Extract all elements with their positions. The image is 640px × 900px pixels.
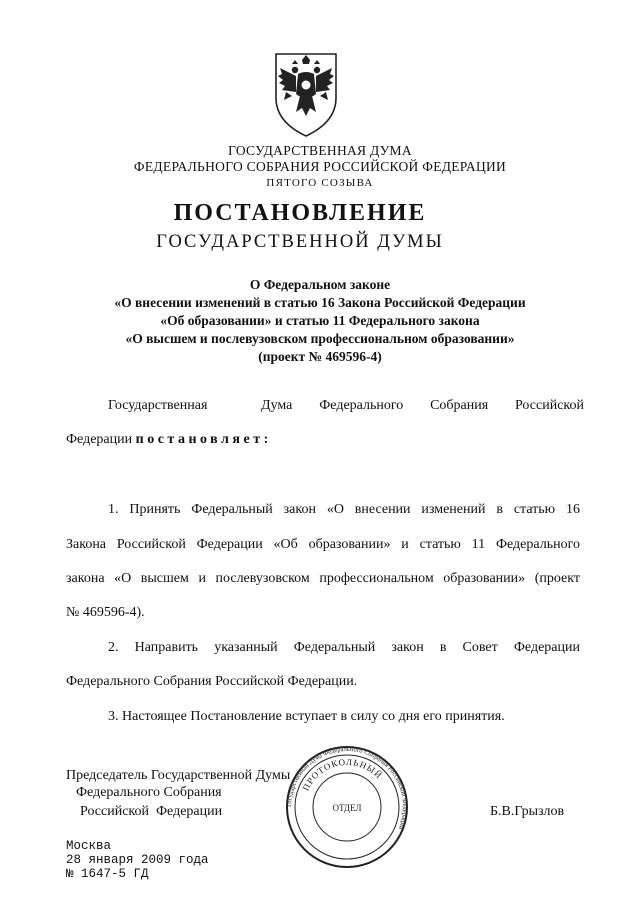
footer-date: 28 января 2009 года <box>66 853 209 867</box>
intro-line-2 <box>66 432 272 448</box>
paragraph-3-line: 3. Настоящее Постановление вступает в силу со дня его принятия. <box>108 709 505 724</box>
official-stamp <box>282 742 412 872</box>
paragraph-1-line: Закона Российской Федерации «Об образовании» и статью 11 Федерального <box>66 537 580 552</box>
header-convocation: ПЯТОГО СОЗЫВА <box>266 177 374 189</box>
document-title: ПОСТАНОВЛЕНИЕ <box>173 200 427 226</box>
subject-line: О Федеральном законе <box>249 277 391 292</box>
subject-line: «Об образовании» и статью 11 Федерального закона <box>160 313 480 328</box>
header-duma: ГОСУДАРСТВЕННАЯ ДУМА <box>228 143 412 158</box>
signatory-title: Председатель Государственной Думы <box>66 768 291 783</box>
signatory-name: Б.В.Грызлов <box>490 804 565 819</box>
stamp-middle-text: ПРОТОКОЛЬНЫЙ <box>300 756 385 793</box>
paragraph-2-line: 2. Направить указанный Федеральный закон в Совет Федерации <box>108 640 580 655</box>
intro-line: Государственная Дума Федерального Собрания Российской <box>108 398 584 413</box>
subject-line: «О внесении изменений в статью 16 Закона Российской Федерации <box>114 295 526 310</box>
signatory-title: Российской Федерации <box>80 804 223 819</box>
footer-city: Москва <box>66 839 112 853</box>
intro-text: Федерации <box>66 432 136 447</box>
signatory-title: Федерального Собрания <box>76 785 222 800</box>
paragraph-2-line: Федерального Собрания Российской Федерации. <box>66 674 358 689</box>
paragraph-1-line: № 469596-4). <box>66 605 145 620</box>
document-subtitle: ГОСУДАРСТВЕННОЙ ДУМЫ <box>156 232 444 252</box>
subject-line: «О высшем и послевузовском профессиональном образовании» <box>125 331 515 346</box>
stamp-center-text: ОТДЕЛ <box>332 803 362 813</box>
resolves-word: постановляет: <box>135 432 272 447</box>
subject-line: (проект № 469596-4) <box>258 349 382 364</box>
paragraph-1-line: 1. Принять Федеральный закон «О внесении изменений в статью 16 <box>108 502 580 517</box>
paragraph-1-line: закона «О высшем и послевузовском профессиональном образовании» (проект <box>66 571 580 586</box>
footer-number: № 1647-5 ГД <box>66 867 149 881</box>
header-federal-assembly: ФЕДЕРАЛЬНОГО СОБРАНИЯ РОССИЙСКОЙ ФЕДЕРАЦИИ <box>133 159 507 174</box>
stamp-outer-text: Государственная Дума Федерального Собрания Российской Федерации <box>285 745 409 831</box>
double-headed-eagle-emblem-icon <box>262 50 350 138</box>
